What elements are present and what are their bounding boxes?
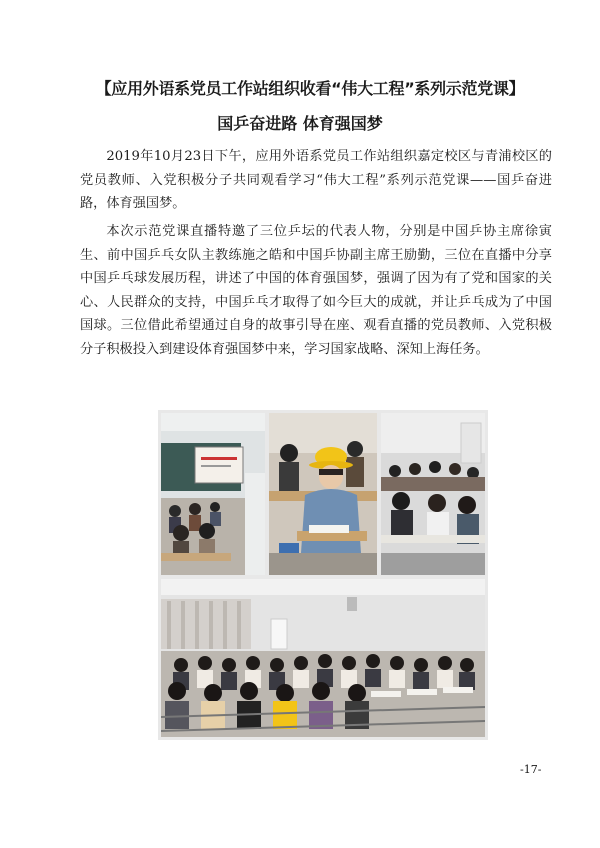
student-yellow-hat-image [269, 413, 377, 575]
photo-classroom-screen [161, 413, 265, 575]
document-subtitle: 国乒奋进路 体育强国梦 [217, 114, 383, 133]
photo-students-desks [381, 413, 485, 575]
paragraph-details: 本次示范党课直播特邀了三位乒坛的代表人物，分别是中国乒协主席徐寅生、前中国乒乓女队主教练施之皓和中国乒协副主席王励勤，三位在直播中分享中国乒乓球发展历程，讲述了中国的体育强国梦，强调了因为有了党和国家的关心、人民群众的支持，中国乒乓才取得了如今巨大的成就，并让乒乓成为了中国国球。三位借此希望通过自身的故事引导在座、观看直播的党员教师、入党积极分子积极投入到建设体育强国梦中来，学习国家战略、深知上海任务。 [80, 224, 552, 357]
photo-collage [158, 410, 488, 740]
paragraph-intro: 2019年10月23日下午，应用外语系党员工作站组织嘉定校区与青浦校区的党员教师、入党积极分子共同观看学习“伟大工程”系列示范党课——国乒奋进路，体育强国梦。 [80, 149, 552, 211]
students-desks-image [381, 413, 485, 575]
document-heading: 【应用外语系党员工作站组织收看“伟大工程”系列示范党课】 [95, 79, 525, 98]
page-number: -17- [520, 763, 542, 776]
classroom-screen-image [161, 413, 265, 575]
lecture-hall-image [161, 579, 485, 737]
photo-student-yellow-hat [269, 413, 377, 575]
photo-lecture-hall [161, 579, 485, 737]
